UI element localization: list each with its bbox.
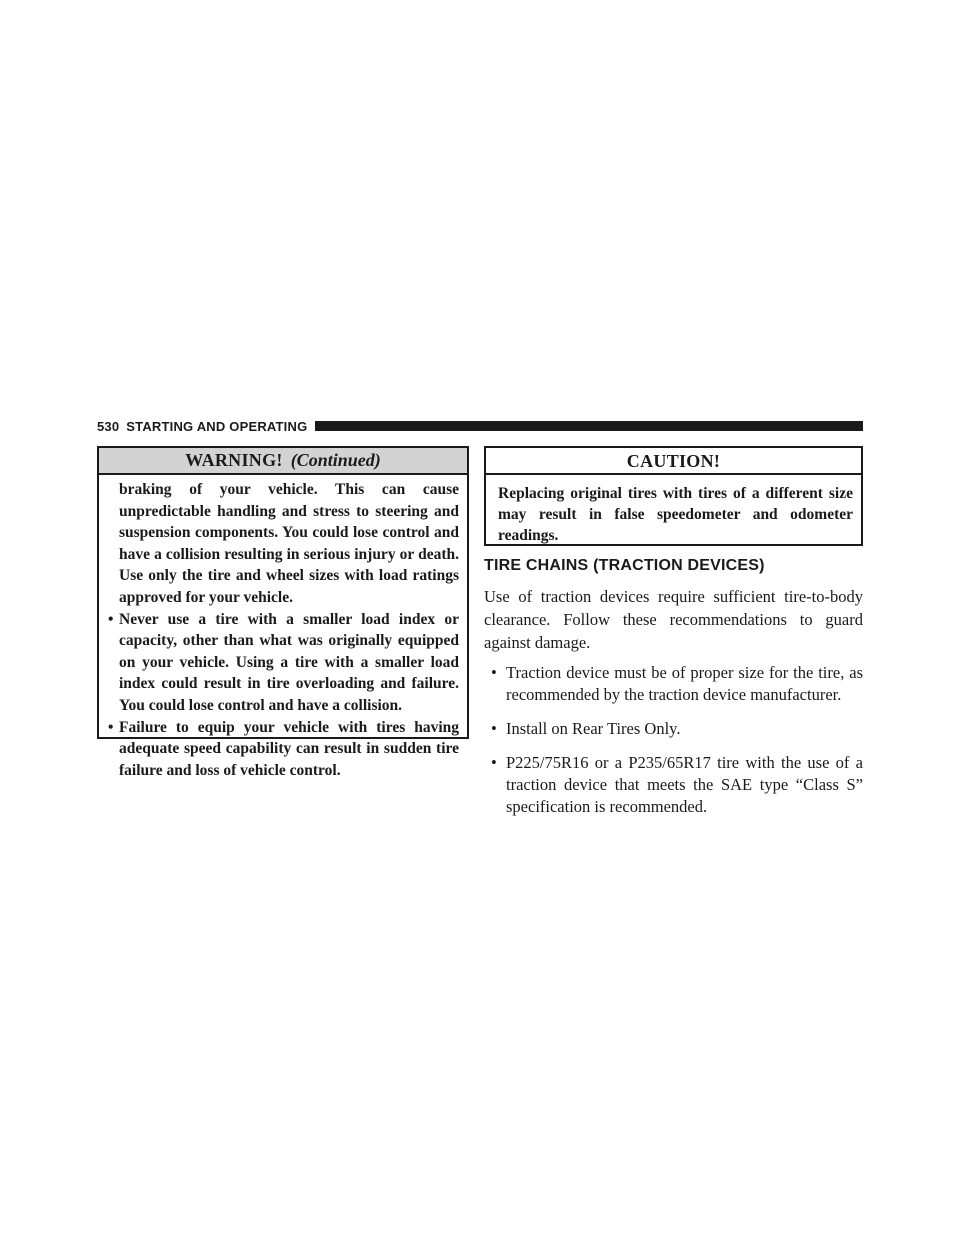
bullet: • (108, 718, 114, 736)
list-item-text: Install on Rear Tires Only. (506, 719, 681, 738)
warning-item (108, 609, 459, 717)
page-header (97, 418, 863, 434)
bullet: • (108, 610, 114, 628)
caution-body (486, 475, 861, 546)
list-item-text: P225/75R16 or a P235/65R17 tire with the use of a traction device that meets the SAE type “Class S” specification is recommended. (506, 753, 863, 816)
list-item (484, 718, 863, 740)
warning-title: WARNING! (185, 450, 283, 470)
bullet: • (491, 719, 497, 738)
caution-text: Replacing original tires with tires of a different size may result in false speedometer and odometer readings. (498, 485, 853, 544)
caution-box (484, 446, 863, 546)
warning-item-text: Failure to equip your vehicle with tires having adequate speed capability can result in sudden tire failure and loss of vehicle control. (119, 718, 459, 779)
warning-box (97, 446, 469, 779)
page-number: 530 (97, 418, 120, 434)
warning-lead-paragraph: braking of your vehicle. This can cause unpredictable handling and stress to steering and suspension components. You could lose control and have a collision resulting in serious injury or death. Use only the tire and wheel sizes with load ratings approved for your vehicle. (119, 481, 459, 606)
caution-title: CAUTION! (486, 448, 861, 475)
warning-body (99, 475, 467, 781)
tire-chains-list (484, 662, 863, 830)
list-item (484, 662, 863, 706)
list-item-text: Traction device must be of proper size for the tire, as recommended by the traction device manufacturer. (506, 663, 863, 704)
section-title: STARTING AND OPERATING (126, 418, 308, 434)
list-item (484, 752, 863, 818)
warning-continued: (Continued) (290, 450, 381, 470)
warning-item (108, 717, 459, 782)
warning-item-text: Never use a tire with a smaller load index or capacity, other than what was originally equipped on your vehicle. Using a tire with a smaller load index could result in tire overloading and failure. You could lose control and have a collision. (119, 610, 459, 714)
bullet: • (491, 663, 497, 682)
warning-header (99, 448, 467, 475)
bullet: • (491, 753, 497, 772)
tire-chains-intro: Use of traction devices require sufficient tire-to-body clearance. Follow these recommendations to guard against damage. (484, 587, 863, 652)
header-rule (315, 421, 863, 431)
tire-chains-heading: TIRE CHAINS (TRACTION DEVICES) (484, 557, 765, 574)
